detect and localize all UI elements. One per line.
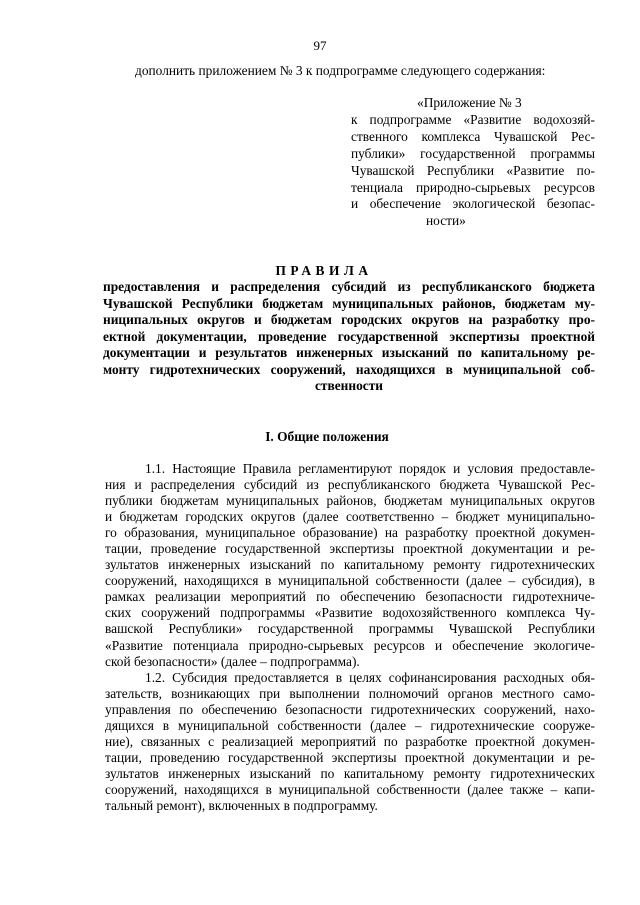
paragraph-line: тальный ремонт), включенных в подпрограмму.	[105, 797, 378, 813]
paragraph-line: тации, проведению государственной экспертизы проектной документации и ре-	[105, 749, 595, 765]
appendix-line: к подпрограмме «Развитие водохозяй-	[351, 111, 595, 127]
appendix-line: и обеспечение экологической безопас-	[351, 196, 595, 212]
appendix-line: ности»	[426, 213, 466, 229]
rules-subtitle-line: монту гидротехнических сооружений, находящихся в муниципальной соб-	[103, 361, 595, 377]
appendix-line: ственного комплекса Чувашской Рес-	[351, 128, 595, 144]
appendix-block	[351, 95, 595, 230]
paragraph-line: ской безопасности» (далее – подпрограмма).	[105, 653, 360, 669]
paragraph-line: сооружений, находящихся в муниципальной собственности (далее также – капи-	[105, 781, 595, 797]
rules-subtitle	[103, 279, 595, 395]
paragraph-line: 1.2. Субсидия предоставляется в целях софинансирования расходных обя-	[145, 669, 595, 685]
paragraph-line: ских сооружений подпрограммы «Развитие водохозяйственного комплекса Чу-	[105, 605, 595, 621]
body-text	[105, 461, 595, 814]
appendix-line: тенциала природно-сырьевых ресурсов	[351, 179, 595, 195]
appendix-line: публики» государственной программы	[351, 145, 595, 161]
appendix-line: Чувашской Республики «Развитие по-	[351, 162, 595, 178]
rules-title: ПРАВИЛА	[275, 263, 373, 278]
paragraph-line: дящихся в муниципальной собственности (далее – гидротехнические сооруже-	[105, 717, 595, 733]
intro-text: дополнить приложением № 3 к подпрограмме следующего содержания:	[135, 63, 546, 78]
appendix-line: «Приложение № 3	[417, 95, 522, 110]
paragraph-line: сооружений, находящихся в муниципальной собственности (далее – субсидия), в	[105, 573, 595, 589]
rules-subtitle-line: ниципальных округов и бюджетам городских округов на разработку про-	[103, 312, 595, 327]
paragraph-line: управления по обеспечению безопасности гидротехнических сооружений, нахо-	[105, 701, 595, 717]
paragraph-line: зательств, возникающих при выполнении полномочий органов местного само-	[105, 685, 595, 701]
paragraph-line: 1.1. Настоящие Правила регламентируют порядок и условия предоставле-	[145, 461, 595, 476]
paragraph-line: зультатов инженерных изысканий по капитальному ремонту гидротехнических	[105, 557, 595, 573]
paragraph-line: зультатов инженерных изысканий по капитальному ремонту гидротехнических	[105, 765, 595, 781]
paragraph-line: рамках реализации мероприятий по обеспечению безопасности гидротехниче-	[105, 589, 595, 605]
rules-subtitle-line: предоставления и распределения субсидий из республиканского бюджета	[103, 279, 595, 294]
page-number: 97	[313, 38, 327, 53]
rules-subtitle-line: Чувашской Республики бюджетам муниципальных районов, бюджетам му-	[103, 295, 595, 311]
paragraph-line: ние), связанных с реализацией мероприятий по разработке проектной докумен-	[105, 733, 595, 749]
rules-subtitle-line: ственности	[314, 378, 384, 393]
paragraph-line: и бюджетам городских округов (далее соответственно – бюджет муниципально-	[105, 509, 595, 525]
rules-subtitle-line: документации и результатов инженерных изысканий по капитальному ре-	[103, 345, 595, 360]
paragraph-line: ния и распределения субсидий из республиканского бюджета Чувашской Рес-	[105, 477, 595, 493]
paragraph-line: го образования, муниципальное образование) на разработку проектной докумен-	[105, 525, 595, 541]
rules-subtitle-line: ектной документации, проведение государственной экспертизы проектной	[103, 328, 595, 344]
paragraph-line: «Развитие потенциала природно-сырьевых ресурсов и обеспечение экологиче-	[105, 637, 595, 653]
section-heading: I. Общие положения	[265, 429, 389, 444]
paragraph-line: тации, проведение государственной экспертизы проектной документации и ре-	[105, 541, 595, 557]
paragraph-line: вашской Республики» государственной программы Чувашской Республики	[105, 621, 595, 637]
paragraph-line: публики бюджетам муниципальных районов, бюджетам муниципальных округов	[105, 493, 595, 509]
